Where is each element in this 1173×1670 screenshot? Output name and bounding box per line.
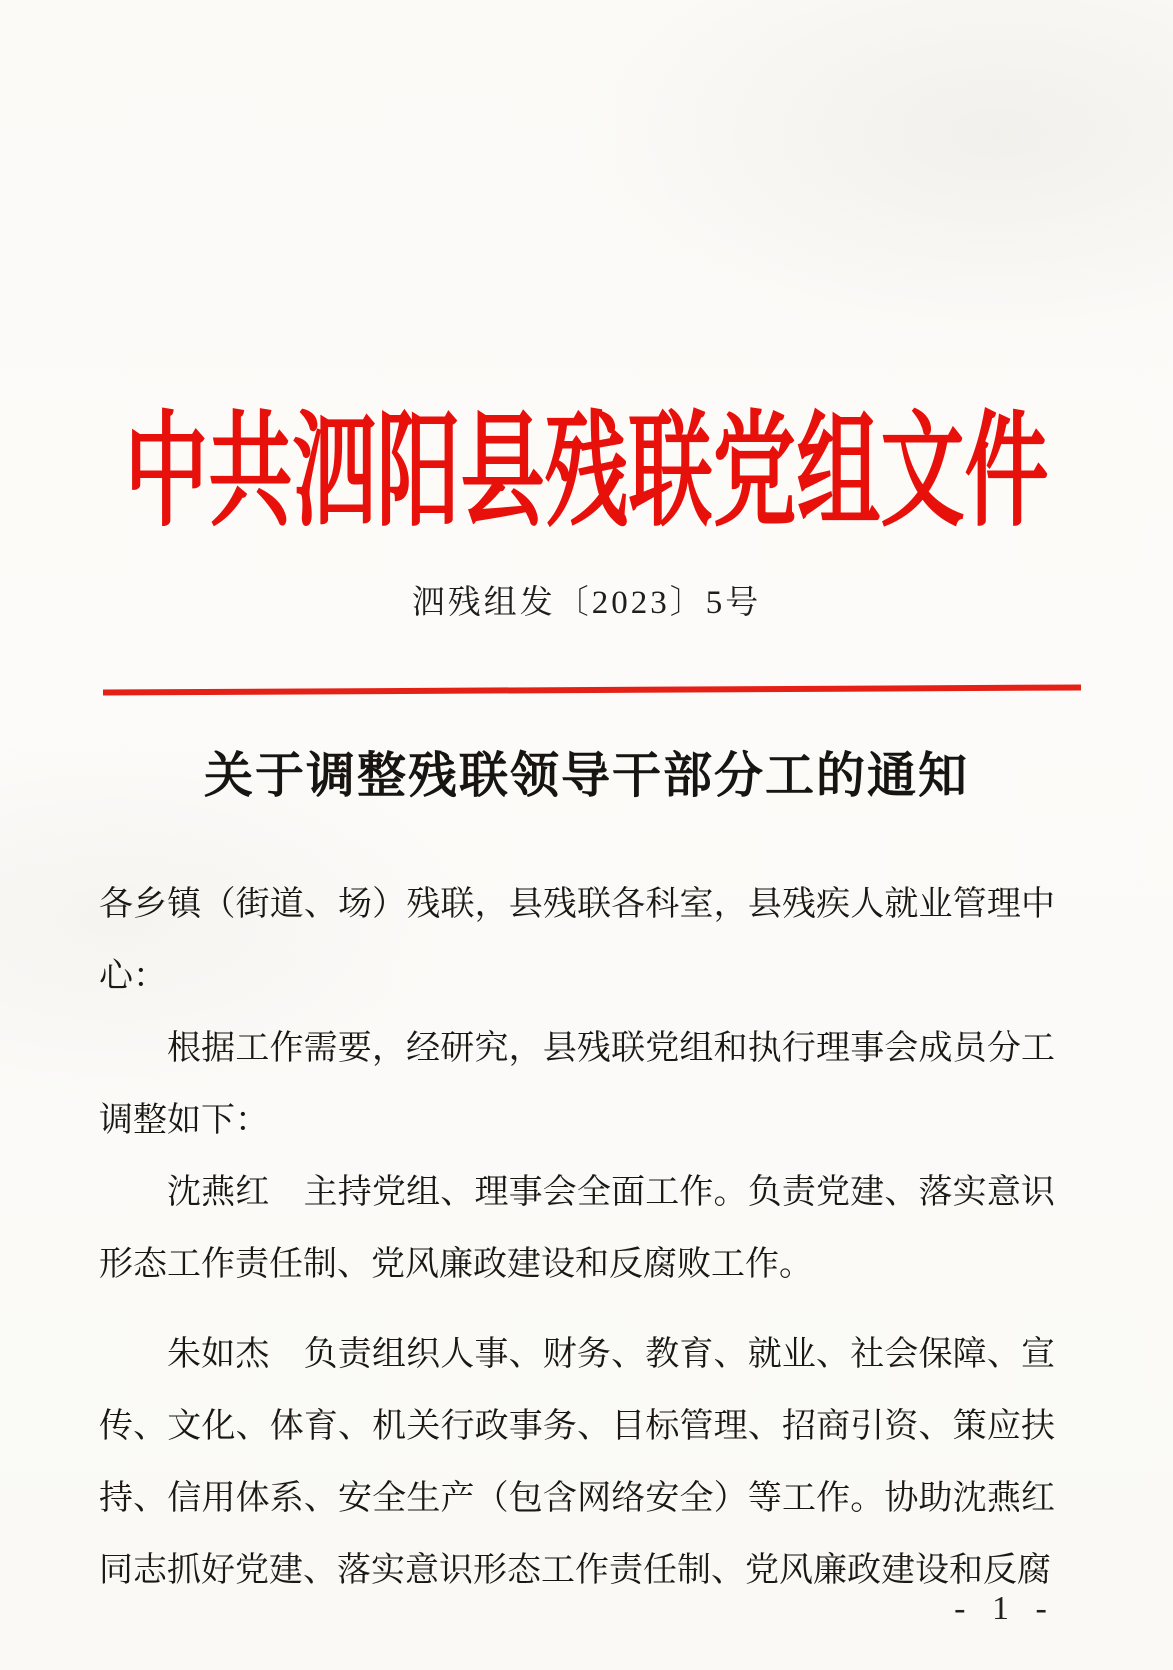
body-paragraph: 沈燕红 主持党组、理事会全面工作。负责党建、落实意识形态工作责任制、党风廉政建设和反腐败工作。	[99, 1174, 1055, 1283]
org-title: 中共泗阳县残联党组文件	[124, 404, 1049, 543]
document-title: 关于调整残联领导干部分工的通知	[203, 748, 969, 803]
salutation-line: 各乡镇（街道、场）残联，县残联各科室，县残疾人就业管理中心：	[99, 886, 1055, 995]
doc-number: 泗残组发〔2023〕5号	[411, 585, 762, 621]
separator-line	[103, 684, 1081, 695]
page-number: - 1 -	[954, 1590, 1056, 1627]
body-paragraph: 根据工作需要，经研究，县残联党组和执行理事会成员分工调整如下：	[99, 1030, 1055, 1139]
document-body	[99, 869, 1055, 1607]
body-paragraph: 朱如杰 负责组织人事、财务、教育、就业、社会保障、宣传、文化、体育、机关行政事务、目标管理、招商引资、策应扶持、信用体系、安全生产（包含网络安全）等工作。协助沈燕红同志抓好党建、落实意识形态工作责任制、党风廉政建设和反腐	[99, 1336, 1055, 1589]
